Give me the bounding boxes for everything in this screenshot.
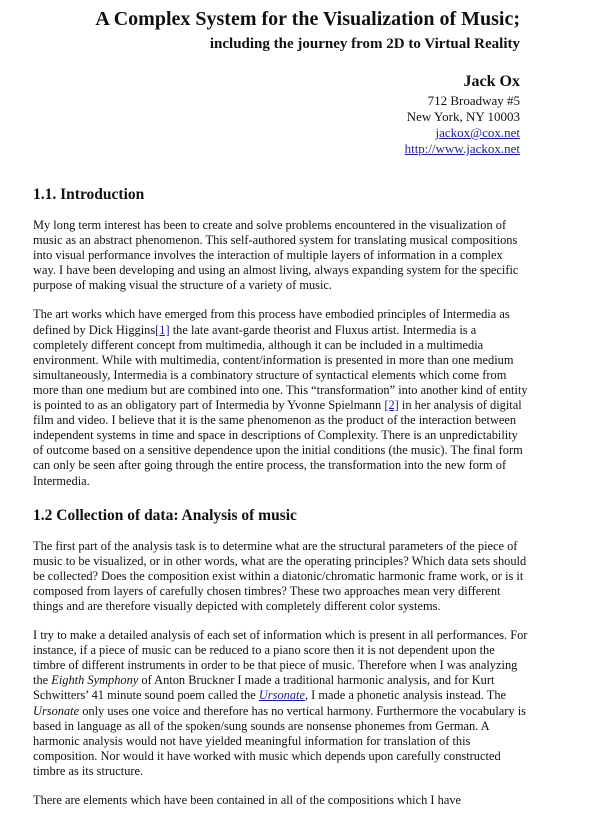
text-span: The art works which have emerged from this process have embodied principles of Intermedia as defined by Dick Higgins [33, 307, 510, 337]
section-heading-introduction: 1.1. Introduction [33, 186, 145, 203]
text-span: of Anton Bruckner I made a traditional harmonic analysis, and for Kurt Schwitters’ 41 minute sound poem called the [33, 673, 495, 703]
email-link[interactable]: jackox@cox.net [435, 125, 520, 140]
address-line-1: 712 Broadway #5 [427, 93, 520, 108]
ursonate-link[interactable]: Ursonate [258, 688, 305, 703]
footnote-link-2[interactable]: [2] [384, 398, 399, 413]
website-link[interactable]: http://www.jackox.net [404, 141, 520, 156]
collection-paragraph-2 [33, 628, 528, 779]
author-name: Jack Ox [463, 73, 520, 90]
document-body [33, 186, 528, 822]
text-span: in her analysis of digital film and video. I believe that it is the same phenomenon as the product of the interaction between independent systems in time and space in descriptions of Complexity. There is an unpredictability of outcome based on a sensitive dependence upon the initial conditions (the music). The final form can only be seen after going through the entire process, the transformation into the new form of Intermedia. [33, 398, 523, 488]
text-span: the late avant-garde theorist and Fluxus artist. Intermedia is a completely different concept from multimedia, although it can be included in a multimedia environment. While with multimedia, content/information is presented in more than one medium simultaneously, Intermedia is a combinatory structure of syntactical elements which come from more than one medium but are combined into one. This “transformation” into another kind of entity is pointed to as an obligatory part of Intermedia by Yvonne Spielmann [33, 322, 528, 413]
footnote-link-1[interactable]: [1] [155, 322, 170, 337]
section-heading-collection: 1.2 Collection of data: Analysis of music [33, 506, 297, 524]
text-span: , I made a phonetic analysis instead. The [304, 688, 507, 703]
intro-paragraph-1: My long term interest has been to create and solve problems encountered in the visualization of music as an abstract phenomenon. This self-authored system for translating musical compositions into visual performance involves the interaction of multiple layers of information in a complex way. I have been developing and using an almost living, always expanding system for the specific purpose of making visual the structure of a variety of music. [33, 218, 519, 293]
emphasis-text: Eighth Symphony [51, 673, 139, 688]
collection-paragraph-3: There are elements which have been contained in all of the compositions which I have [33, 793, 462, 807]
document-title: A Complex System for the Visualization of Music; [95, 8, 520, 30]
document-subtitle: including the journey from 2D to Virtual Reality [209, 36, 520, 52]
text-span: only uses one voice and therefore has no vertical harmony. Furthermore the vocabulary is based in language as all of the spoken/sung sounds are nonsense phonemes from German. A harmonic analysis would not have yielded meaningful information for translation of this composition. Nor would it have worked with music which depends upon carefully constructed timbre as its structure. [33, 703, 526, 778]
document-header [40, 8, 520, 157]
collection-paragraph-1: The first part of the analysis task is to determine what are the structural parameters of the piece of music to be visualized, or in other words, what are the operating principles? Which data sets should be collected? Does the composition exist within a diatonic/chromatic harmonic frame work, or is it composed from layers of carefully chosen timbres? These two approaches mean very different things and are therefore visually depicted with completely different color systems. [33, 538, 527, 613]
emphasis-text: Ursonate [33, 703, 80, 718]
address-line-2: New York, NY 10003 [406, 109, 520, 124]
intro-paragraph-2 [33, 307, 528, 488]
text-span: I try to make a detailed analysis of each set of information which is present in all performances. For instance, if a piece of music can be reduced to a piano score then it is not dependent upon the timbre of different instruments in order to be that piece of music. Therefore when I was analyzing the [33, 628, 528, 688]
